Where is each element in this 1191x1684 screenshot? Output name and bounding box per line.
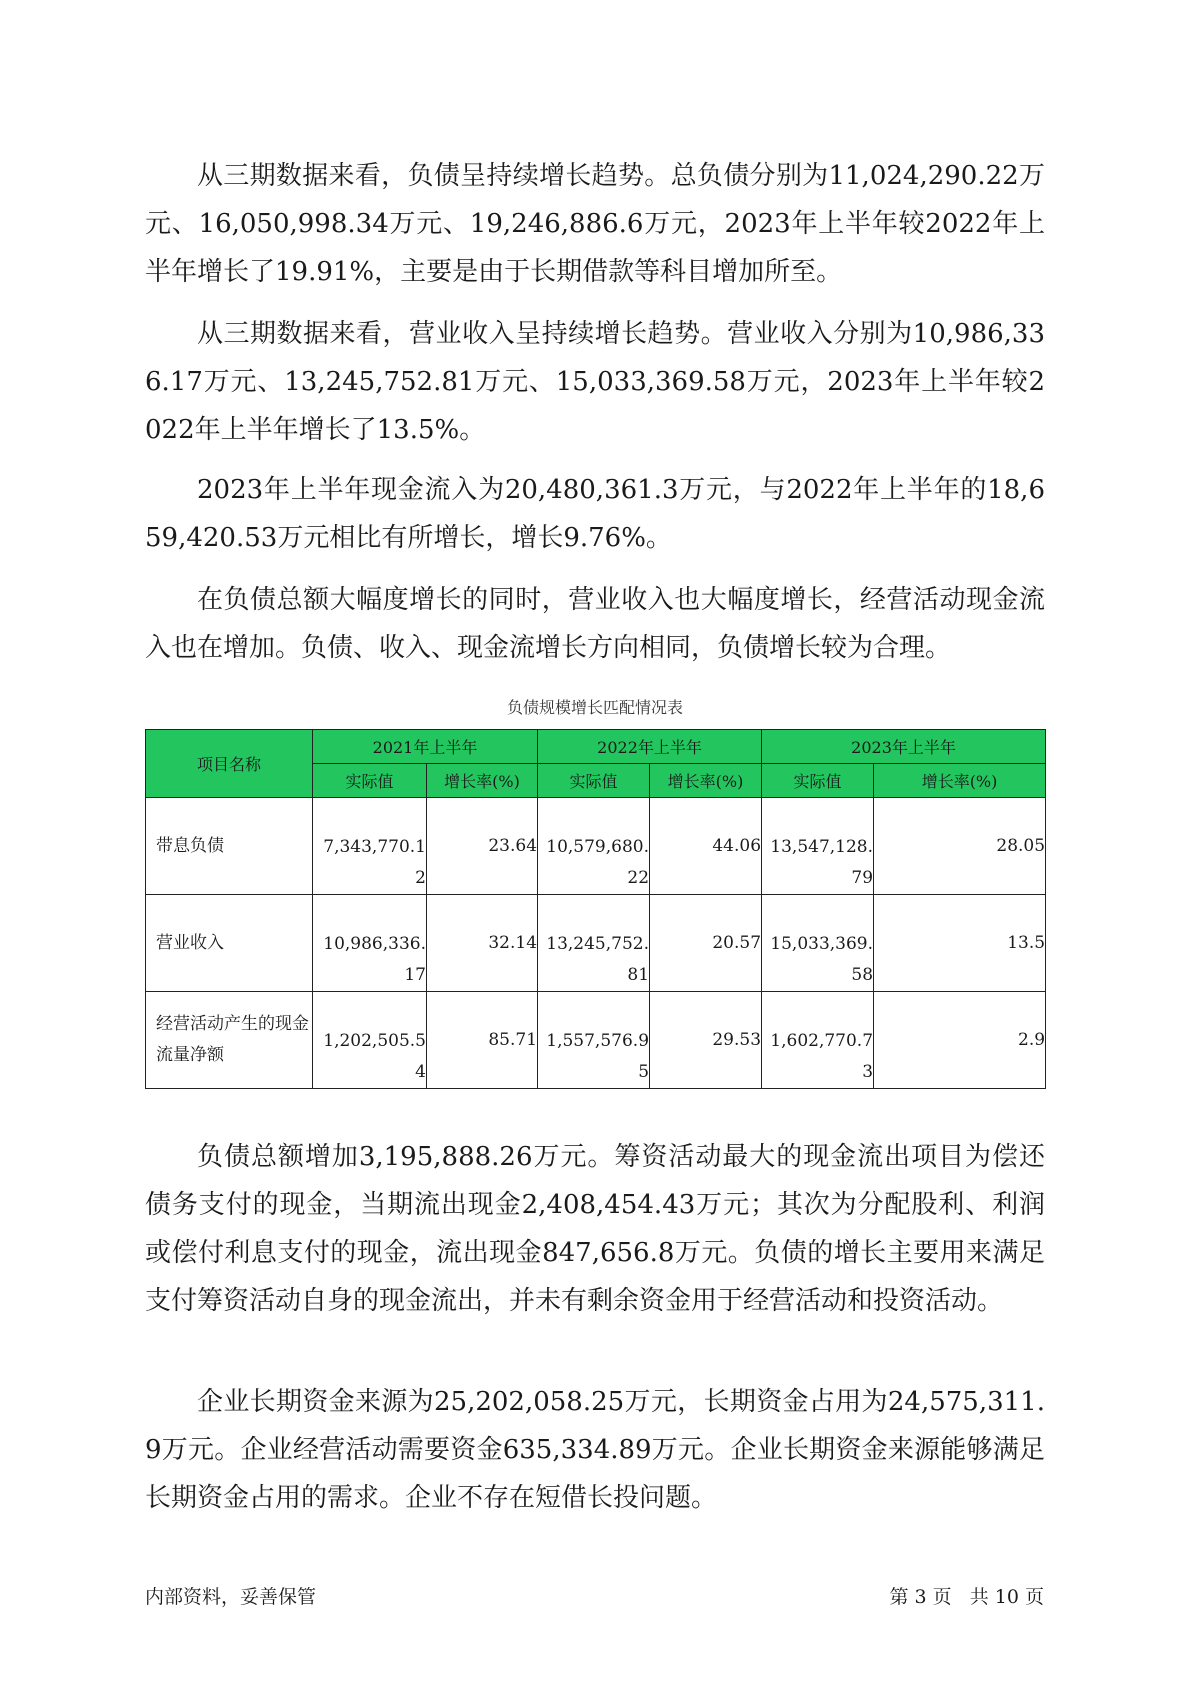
header-actual-value: 实际值 [313,764,427,798]
paragraph-operating-revenue: 从三期数据来看，营业收入呈持续增长趋势。营业收入分别为10,986,336.17万元、13,245,752.81万元、15,033,369.58万元，2023年上半年较2022年上半年增长了13.5%。 [145,319,1045,445]
row-name: 营业收入 [146,895,313,992]
liability-growth-table [145,729,1046,1089]
row-name: 经营活动产生的现金流量净额 [146,992,313,1089]
actual-value-cell: 13,245,752.81 [538,895,650,992]
actual-value-cell: 13,547,128.79 [762,798,874,895]
table-row [146,992,1046,1089]
row-name: 带息负债 [146,798,313,895]
footer-page-number: 第 3 页 共 10 页 [889,1586,1044,1608]
growth-rate-cell: 23.64 [427,798,538,895]
paragraph-cash-inflow: 2023年上半年现金流入为20,480,361.3万元，与2022年上半年的18,659,420.53万元相比有所增长，增长9.76%。 [145,475,1045,553]
actual-value-cell: 10,986,336.17 [313,895,427,992]
header-period-2022: 2022年上半年 [538,730,762,764]
header-growth-rate: 增长率(%) [650,764,762,798]
growth-rate-cell: 29.53 [650,992,762,1089]
actual-value-cell: 15,033,369.58 [762,895,874,992]
table-row [146,895,1046,992]
growth-rate-cell: 44.06 [650,798,762,895]
growth-rate-cell: 32.14 [427,895,538,992]
actual-value-cell: 1,602,770.73 [762,992,874,1089]
paragraph-long-term-funds: 企业长期资金来源为25,202,058.25万元，长期资金占用为24,575,311.9万元。企业经营活动需要资金635,334.89万元。企业长期资金来源能够满足长期资金占用的需求。企业不存在短借长投问题。 [145,1387,1045,1513]
header-item-name: 项目名称 [146,730,313,798]
actual-value-cell: 1,202,505.54 [313,992,427,1089]
growth-rate-cell: 85.71 [427,992,538,1089]
header-actual-value: 实际值 [762,764,874,798]
actual-value-cell: 7,343,770.12 [313,798,427,895]
actual-value-cell: 1,557,576.95 [538,992,650,1089]
table-row [146,798,1046,895]
header-period-2021: 2021年上半年 [313,730,538,764]
table-title: 负债规模增长匹配情况表 [506,698,683,717]
header-growth-rate: 增长率(%) [427,764,538,798]
paragraph-financing-outflow: 负债总额增加3,195,888.26万元。筹资活动最大的现金流出项目为偿还债务支付的现金，当期流出现金2,408,454.43万元；其次为分配股利、利润或偿付利息支付的现金，流出现金847,656.8万元。负债的增长主要用来满足支付筹资活动自身的现金流出，并未有剩余资金用于经营活动和投资活动。 [145,1142,1045,1316]
paragraph-total-liabilities: 从三期数据来看，负债呈持续增长趋势。总负债分别为11,024,290.22万元、16,050,998.34万元、19,246,886.6万元，2023年上半年较2022年上半年增长了19.91%，主要是由于长期借款等科目增加所至。 [145,161,1045,287]
actual-value-cell: 10,579,680.22 [538,798,650,895]
growth-rate-cell: 2.9 [874,992,1046,1089]
paragraph-growth-match: 在负债总额大幅度增长的同时，营业收入也大幅度增长，经营活动现金流入也在增加。负债、收入、现金流增长方向相同，负债增长较为合理。 [145,585,1045,663]
header-actual-value: 实际值 [538,764,650,798]
footer-confidential-note: 内部资料，妥善保管 [145,1586,317,1608]
header-period-2023: 2023年上半年 [762,730,1046,764]
growth-rate-cell: 28.05 [874,798,1046,895]
growth-rate-cell: 13.5 [874,895,1046,992]
growth-rate-cell: 20.57 [650,895,762,992]
header-growth-rate: 增长率(%) [874,764,1046,798]
